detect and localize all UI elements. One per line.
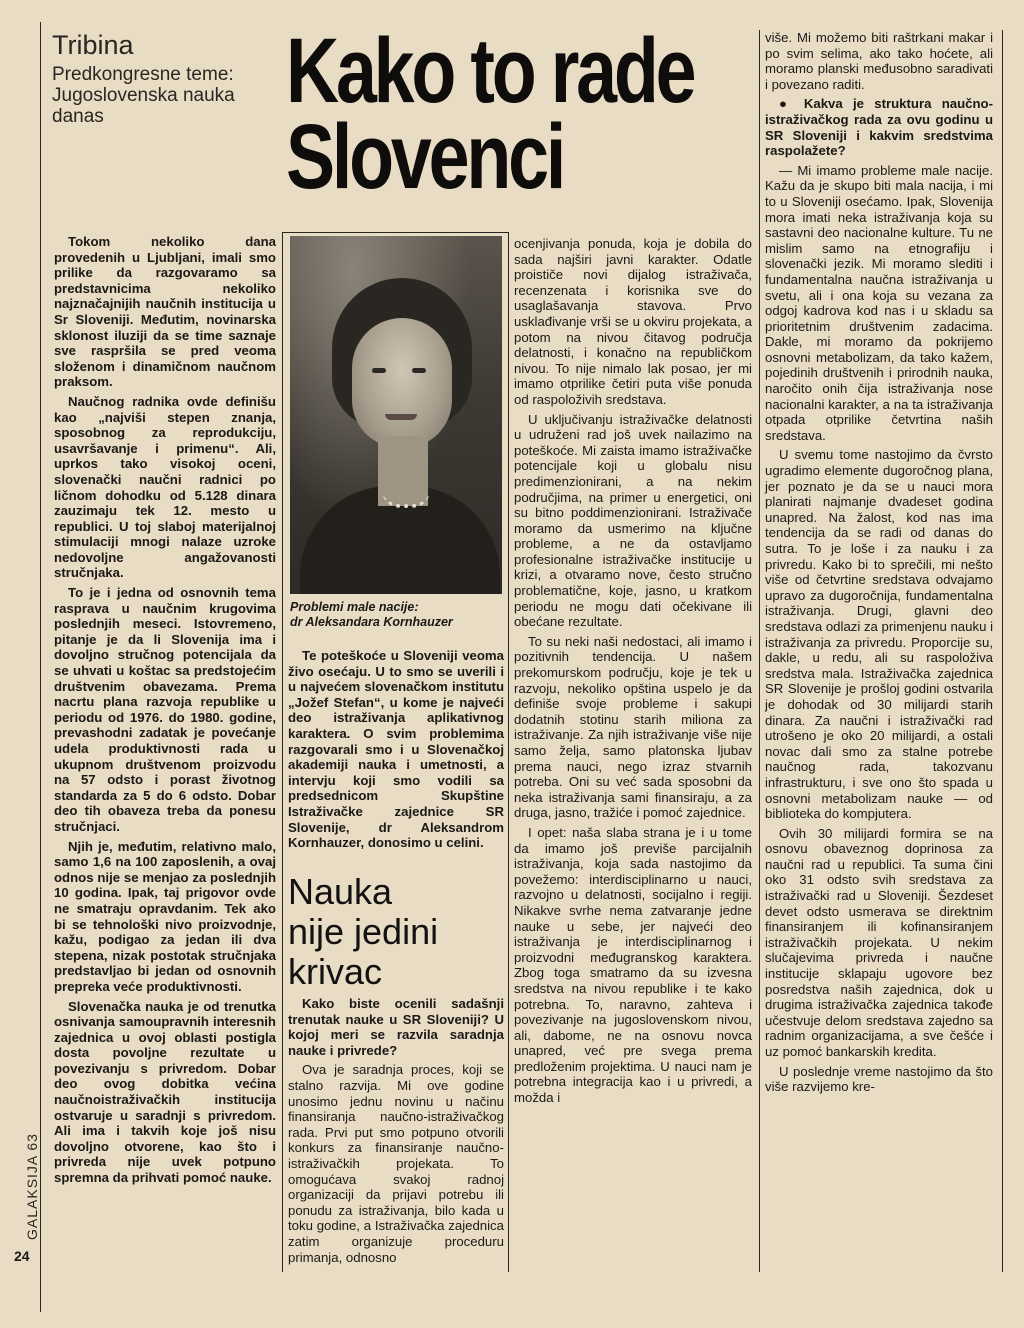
column-2-interview: [288, 996, 504, 1269]
magazine-name: GALAKSIJA 63: [24, 1133, 40, 1240]
subhead-line-1: Nauka: [288, 871, 393, 912]
column-2: [288, 648, 504, 855]
right-margin-rule: [1002, 30, 1003, 1272]
interview-answer-1: Ova je saradnja proces, koji se stalno razvija. Mi ove godine unosimo jednu novinu u načinu finansiranja naučno-istraživačkog rada. Prvi put smo potpuno otvorili konkurs za finansiranje naučno-istraživačkih projekata. To omogućava svakoj radnoj organizaciji da prijavi potrebu ili ponudu za istraživanja, bilo kada u toku godine, a Istraživačka zajednica zatim organizuje proceduru primanja, odnosno: [288, 1062, 504, 1265]
intro-paragraph-2: Naučnog radnika ovde definišu kao „najviši stepen znanja, sposobnog za reprodukciju, usavršavanje i primenu“. Ali, uprkos tako visokoj oceni, slovenački naučni radnici po ličnom dohodku od 5.128 dinara zauzimaju tek 12. mesto u republici. U toj slaboj materijalnoj stimulaciji mnogi nalaze uzroke nedovoljne angažovanosti stručnjaka.: [54, 393, 276, 581]
answer-paragraph-3: To su neki naši nedostaci, ali imamo i pozitivnih tendencija. U našem prekomurskom području, koje je tek u razvoju, nekoliko opština uspelo je da definiše svoje probleme i sakupi dodatnih stotinu starih miliona za istraživanje. Za njih istraživanje više nije samo želja, samo platonska ljubav prema nauci, nego izraz stvarnih potreba. Oni su već sada sposobni da neka istraživanja sami finansiraju, a za druga, jasno, tražiće i pomoć zajednice.: [514, 633, 752, 821]
intro-paragraph-4: Njih je, međutim, relativno malo, samo 1,6 na 100 zaposlenih, a ovaj odnos nije se menjao za poslednjih 10 godina. Ipak, taj prigovor ovde ne smatraju opravdanim. Tek ako bi se tehnološki nivo proizvodnje, kažu, podigao za jedan ili dva stepena, nizak postotak stručnjaka predstavljao bi jedan od osnovnih prepreka veće produktivnosti.: [54, 838, 276, 994]
page-number: 24: [14, 1248, 30, 1264]
answer-paragraph-9: U poslednje vreme nastojimo da što više razvijemo kre-: [765, 1063, 993, 1095]
section-subtitle: Predkongresne teme: Jugoslovenska nauka danas: [52, 64, 235, 127]
intro-paragraph-3: To je i jedna od osnovnih tema rasprava u naučnim krugovima poslednjih meseci. Istovremeno, pitanje je da li Slovenija ima i dovoljno stručnog potencijala da se uhvati u koštac sa predstojećim društvenim obavezama. Prema nacrtu plana razvoja republike u periodu od 1976. do 1980. godine, prevashodni zadatak je povećanje udela produktivnosti rada u ukupnom društvenom proizvodu na 57 odsto i porast životnog standarda za 5 do 6 odsto. Dobar deo tih obaveza treba da ponesu stručnjaci.: [54, 585, 276, 834]
answer-paragraph-4: I opet: naša slaba strana je i u tome da imamo još previše parcijalnih istraživanja, koja sada nastojimo da povežemo: interdisciplinarno u nauci, razvojno u delatnosti, socijalno i regiji. Nikakve svrhe nema zatvaranje jedne nauke u sebe, jer najveći deo istraživanja je interdisciplinarnog i proizvodni međugranskog karaktera. Zbog toga smatramo da su izvesna sredstva na nivou republike i te kako potrebna. To, naravno, zahteva i povezivanje na jugoslovenskom nivou, ali, dabome, ne na osnovu novca unapred, već pre svega prema predloženim projektima. U nauci nam je potrebna integracija kao i u privredi, a možda i: [514, 824, 752, 1106]
intro-paragraph-1: Tokom nekoliko dana provedenih u Ljubljani, imali smo prilike da razgovaramo sa predstavnicima nekoliko najznačajnijih naučnih institucija u Sr Sloveniji. Međutim, novinarska sklonost iluziji da se time saznaje sve raspršila se pred veoma složenom i dinamičnom naučnom praksom.: [54, 234, 276, 390]
intro-paragraph-5: Slovenačka nauka je od trenutka osnivanja samoupravnih interesnih zajednica u ovoj oblasti postigla dosta povoljne rezultate u povezivanju s privredom. Dobar deo ovog dobitka većina naučnoistraživačkih institucija ostvaruje u saradnji s privredom. Ali ima i takvih koje još nisu dovoljno otvorene, kao što i privreda nije uvek potpuno spremna da prihvati pomoć nauke.: [54, 998, 276, 1186]
answer-paragraph-1: ocenjivanja ponuda, koja je dobila do sada najširi javni karakter. Odatle proističe novi dijalog istraživača, recenzenata i korisnika sve do usaglašavanja stavova. Prvo usklađivanje vrši se u okviru projekata, a potom na nivou čitavog područja delatnosti, i konačno na republičkom nivou. To nije nimalo lak posao, jer mi imamo otprilike četiri puta više ponuda od raspoloživih sredstava.: [514, 236, 752, 407]
subhead-line-3: krivac: [288, 951, 383, 992]
column-rule-2: [508, 232, 509, 1272]
caption-line-1: Problemi male nacije:: [290, 600, 419, 614]
interview-intro: Te poteškoće u Sloveniji veoma živo osećaju. U to smo se uverili i u najvećem slovenačkom institutu „Jožef Stefan“, u kome je najveći deo istraživanja aplikativnog karaktera. O svim problemima razgovarali smo i u Slovenačkoj akademiji nauka i umetnosti, a intervju koji smo vodili sa predsednicom Skupštine Istraživačke zajednice SR Slovenije, dr Aleksandrom Kornhauzer, donosimo u celini.: [288, 648, 504, 851]
subhead-line-2: nije jedini: [288, 911, 439, 952]
answer-paragraph-7: U svemu tome nastojimo da čvrsto ugradimo elemente dugoročnog plana, jer poznato je da se u nauci mora planirati najmanje dvadeset godina unapred. Na žalost, kod nas ima tendencija da se radi od danas do sutra. To je loše i za nauku i za privredu. Kako bi to sprečili, mi nešto više od četvrtine sredstava odvajamo upravo za dugoročnija, fundamentalna istraživanja. Drugi, glavni deo sredstava odlazi za primenjenu nauku i istraživanja za privredu. Proporcije su, dakle, u redu, ali su raspoloživa sredstva mala. Istraživačka zajednica SR Slovenije je prošloj godini ostvarila je dohodak od 30 milijardi starih dinara. Za naučni i istraživački rad utrošeno je oko 20 milijardi, a ostali novac dali smo za stalne potrebe naučnog rada, takozvanu infrastrukturu, i sve ono što spada u osnovni metabolizam nauke — od biblioteka do kompjutera.: [765, 447, 993, 822]
header-rule: [282, 232, 508, 233]
answer-paragraph-6: — Mi imamo probleme male nacije. Kažu da je skupo biti mala nacija, i mi to u Sloveniji osećamo. Ipak, Slovenija mora imati neka istraživanja koja su sastavni deo nacionalne kulture. Tu ne mislim samo na etnografiju i slovenački jezik. Mi moramo slediti i fundamentalna naučna istraživanja u svetu, ali i ona koja su vezana za odgoj kadrova kod nas i u skladu sa prioritetnim društvenim zadacima. Dakle, mi moramo da pokrijemo osnovni metabolizam, da tako kažem, pojedinih društvenih i prirodnih nauka, naročito onih čija istraživanja nose nacionalni karakter, a na ta istraživanja otpada otprilike četvrtina naših sredstava.: [765, 162, 993, 443]
caption-line-2: dr Aleksandara Kornhauzer: [290, 615, 453, 629]
interview-question-1: Kako biste ocenili sadašnji trenutak nauke u SR Sloveniji? U kojoj meri se razvila saradnja nauke i privrede?: [288, 996, 504, 1058]
answer-paragraph-8: Ovih 30 milijardi formira se na osnovu obaveznog doprinosa za naučni rad u republici. Ta suma čini oko 31 odsto svih sredstava za istraživački rad u Sloveniji. Šezdeset devet odsto usmerava se direktnim finansiranjem ili kofinansiranjem istraživačkih projekata. U nekim slučajevima privreda i naučne institucije sklapaju ugovore bez posredstva naših zajednica, dok u drugima istraživačka zajednica takođe učestvuje delom sredstava zajedno sa radnim organizacijama, a sve češće i uz pomoć bankarskih kredita.: [765, 825, 993, 1059]
interview-subheading: [288, 872, 504, 992]
column-rule-1: [282, 232, 283, 1272]
column-rule-3: [759, 30, 760, 1272]
section-title: Tribina: [52, 30, 134, 60]
section-header: [52, 30, 282, 127]
portrait-photo: [290, 236, 502, 594]
answer-paragraph-2: U uključivanju istraživačke delatnosti u udruženi rad još uvek nailazimo na poteškoće. Mi zaista imamo istraživačke potencijale koji u globalu nisu predimenzionirani, a na nekim područjima, na primer u energetici, oni su bitno poddimenzionirani. Istraživače moramo da usmerimo na ključne probleme, a ne da ostavljamo profesionalne istraživačke institucije u krizi, a otvaramo nove, često stručno problematične, koje, jasno, u kratkom periodu ne mogu dati očekivane ili obećane rezultate.: [514, 411, 752, 630]
left-margin-rule: [40, 22, 41, 1312]
column-3: [514, 236, 752, 1110]
headline-line-2: Slovenci: [286, 106, 564, 208]
article-headline: [286, 20, 694, 208]
column-1: [54, 234, 276, 1190]
answer-paragraph-5: više. Mi možemo biti raštrkani makar i po svim selima, ako tako hoćete, ali moramo planski međusobno saradivati i povezano raditi.: [765, 30, 993, 92]
column-4: [765, 30, 993, 1099]
headline-line-1: Kako to rade: [286, 20, 694, 122]
photo-caption: [290, 600, 504, 630]
interview-question-2: ● Kakva je struktura naučno-istraživačkog rada za ovu godinu u SR Sloveniji i kakvim sredstvima raspolažete?: [765, 96, 993, 159]
